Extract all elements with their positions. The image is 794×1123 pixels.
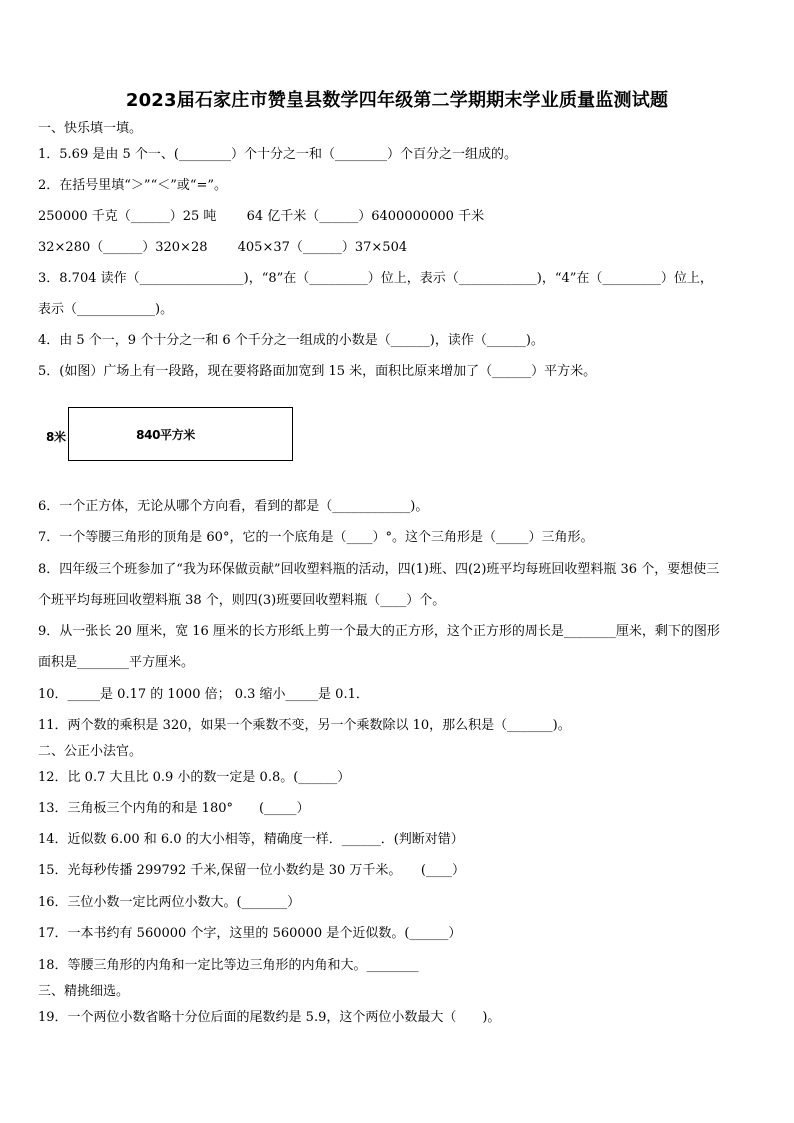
road-rectangle-figure — [68, 407, 293, 461]
question-line: 10．_____是 0.17 的 1000 倍； 0.3 缩小_____是 0.1． — [38, 687, 369, 702]
question-line: 3．8.704 读作（________________)，“8”在（_________）位上，表示（____________)，“4”在（_________）位上， — [38, 271, 713, 286]
question-line: 17．一本书约有 560000 个字，这里的 560000 是个近似数。(______） — [38, 926, 462, 941]
section-heading: 一、快乐填一填。 — [38, 121, 143, 136]
question-line: 面积是________平方厘米。 — [38, 655, 195, 670]
question-line: 2．在括号里填“＞”“＜”或“=”。 — [38, 178, 228, 193]
page-title: 2023届石家庄市赞皇县数学四年级第二学期期末学业质量监测试题 — [125, 90, 669, 111]
question-line: 12．比 0.7 大且比 0.9 小的数一定是 0.8。(______） — [38, 770, 351, 785]
section-heading: 二、公正小法官。 — [38, 744, 143, 759]
question-line: 4．由 5 个一，9 个十分之一和 6 个千分之一组成的小数是（______)，读作（______)。 — [38, 333, 544, 348]
question-line: 32×280（______）320×28 405×37（______）37×504 — [38, 240, 408, 255]
figure-width-label: 8米 — [46, 430, 66, 444]
section-heading: 三、精挑细选。 — [38, 984, 130, 999]
question-line: 1．5.69 是由 5 个一、(________）个十分之一和（________）个百分之一组成的。 — [38, 147, 517, 162]
question-line: 6．一个正方体，无论从哪个方向看，看到的都是（____________)。 — [38, 499, 429, 514]
question-line: 19．一个两位小数省略十分位后面的尾数约是 5.9，这个两位小数最大（ )。 — [38, 1010, 501, 1025]
question-line: 11．两个数的乘积是 320，如果一个乘数不变，另一个乘数除以 10，那么积是（_______)。 — [38, 718, 571, 733]
question-line: 5．(如图）广场上有一段路，现在要将路面加宽到 15 米，面积比原来增加了（______）平方米。 — [38, 364, 597, 379]
question-line: 15．光每秒传播 299792 千米,保留一位小数约是 30 万千米。 (____） — [38, 863, 465, 878]
question-line: 7．一个等腰三角形的顶角是 60°，它的一个底角是（____）°。这个三角形是（_____）三角形。 — [38, 530, 594, 545]
question-line: 16．三位小数一定比两位小数大。(_______） — [38, 895, 301, 910]
question-line: 14．近似数 6.00 和 6.0 的大小相等，精确度一样．______．(判断对错） — [38, 832, 464, 847]
question-line: 8．四年级三个班参加了“我为环保做贡献”回收塑料瓶的活动，四(1)班、四(2)班平均每班回收塑料瓶 36 个，要想使三 — [38, 562, 720, 577]
question-line: 表示（____________)。 — [38, 302, 174, 317]
question-line: 13．三角板三个内角的和是 180° (_____） — [38, 801, 310, 816]
question-line: 个班平均每班回收塑料瓶 38 个，则四(3)班要回收塑料瓶（____）个。 — [38, 593, 446, 608]
question-line: 250000 千克（______）25 吨 64 亿千米（______）6400000000 千米 — [38, 209, 485, 224]
question-line: 9．从一张长 20 厘米，宽 16 厘米的长方形纸上剪一个最大的正方形，这个正方形的周长是________厘米，剩下的图形 — [38, 624, 720, 639]
question-line: 18．等腰三角形的内角和一定比等边三角形的内角和大。________ — [38, 958, 419, 973]
figure-area-label: 840平方米 — [136, 427, 195, 442]
